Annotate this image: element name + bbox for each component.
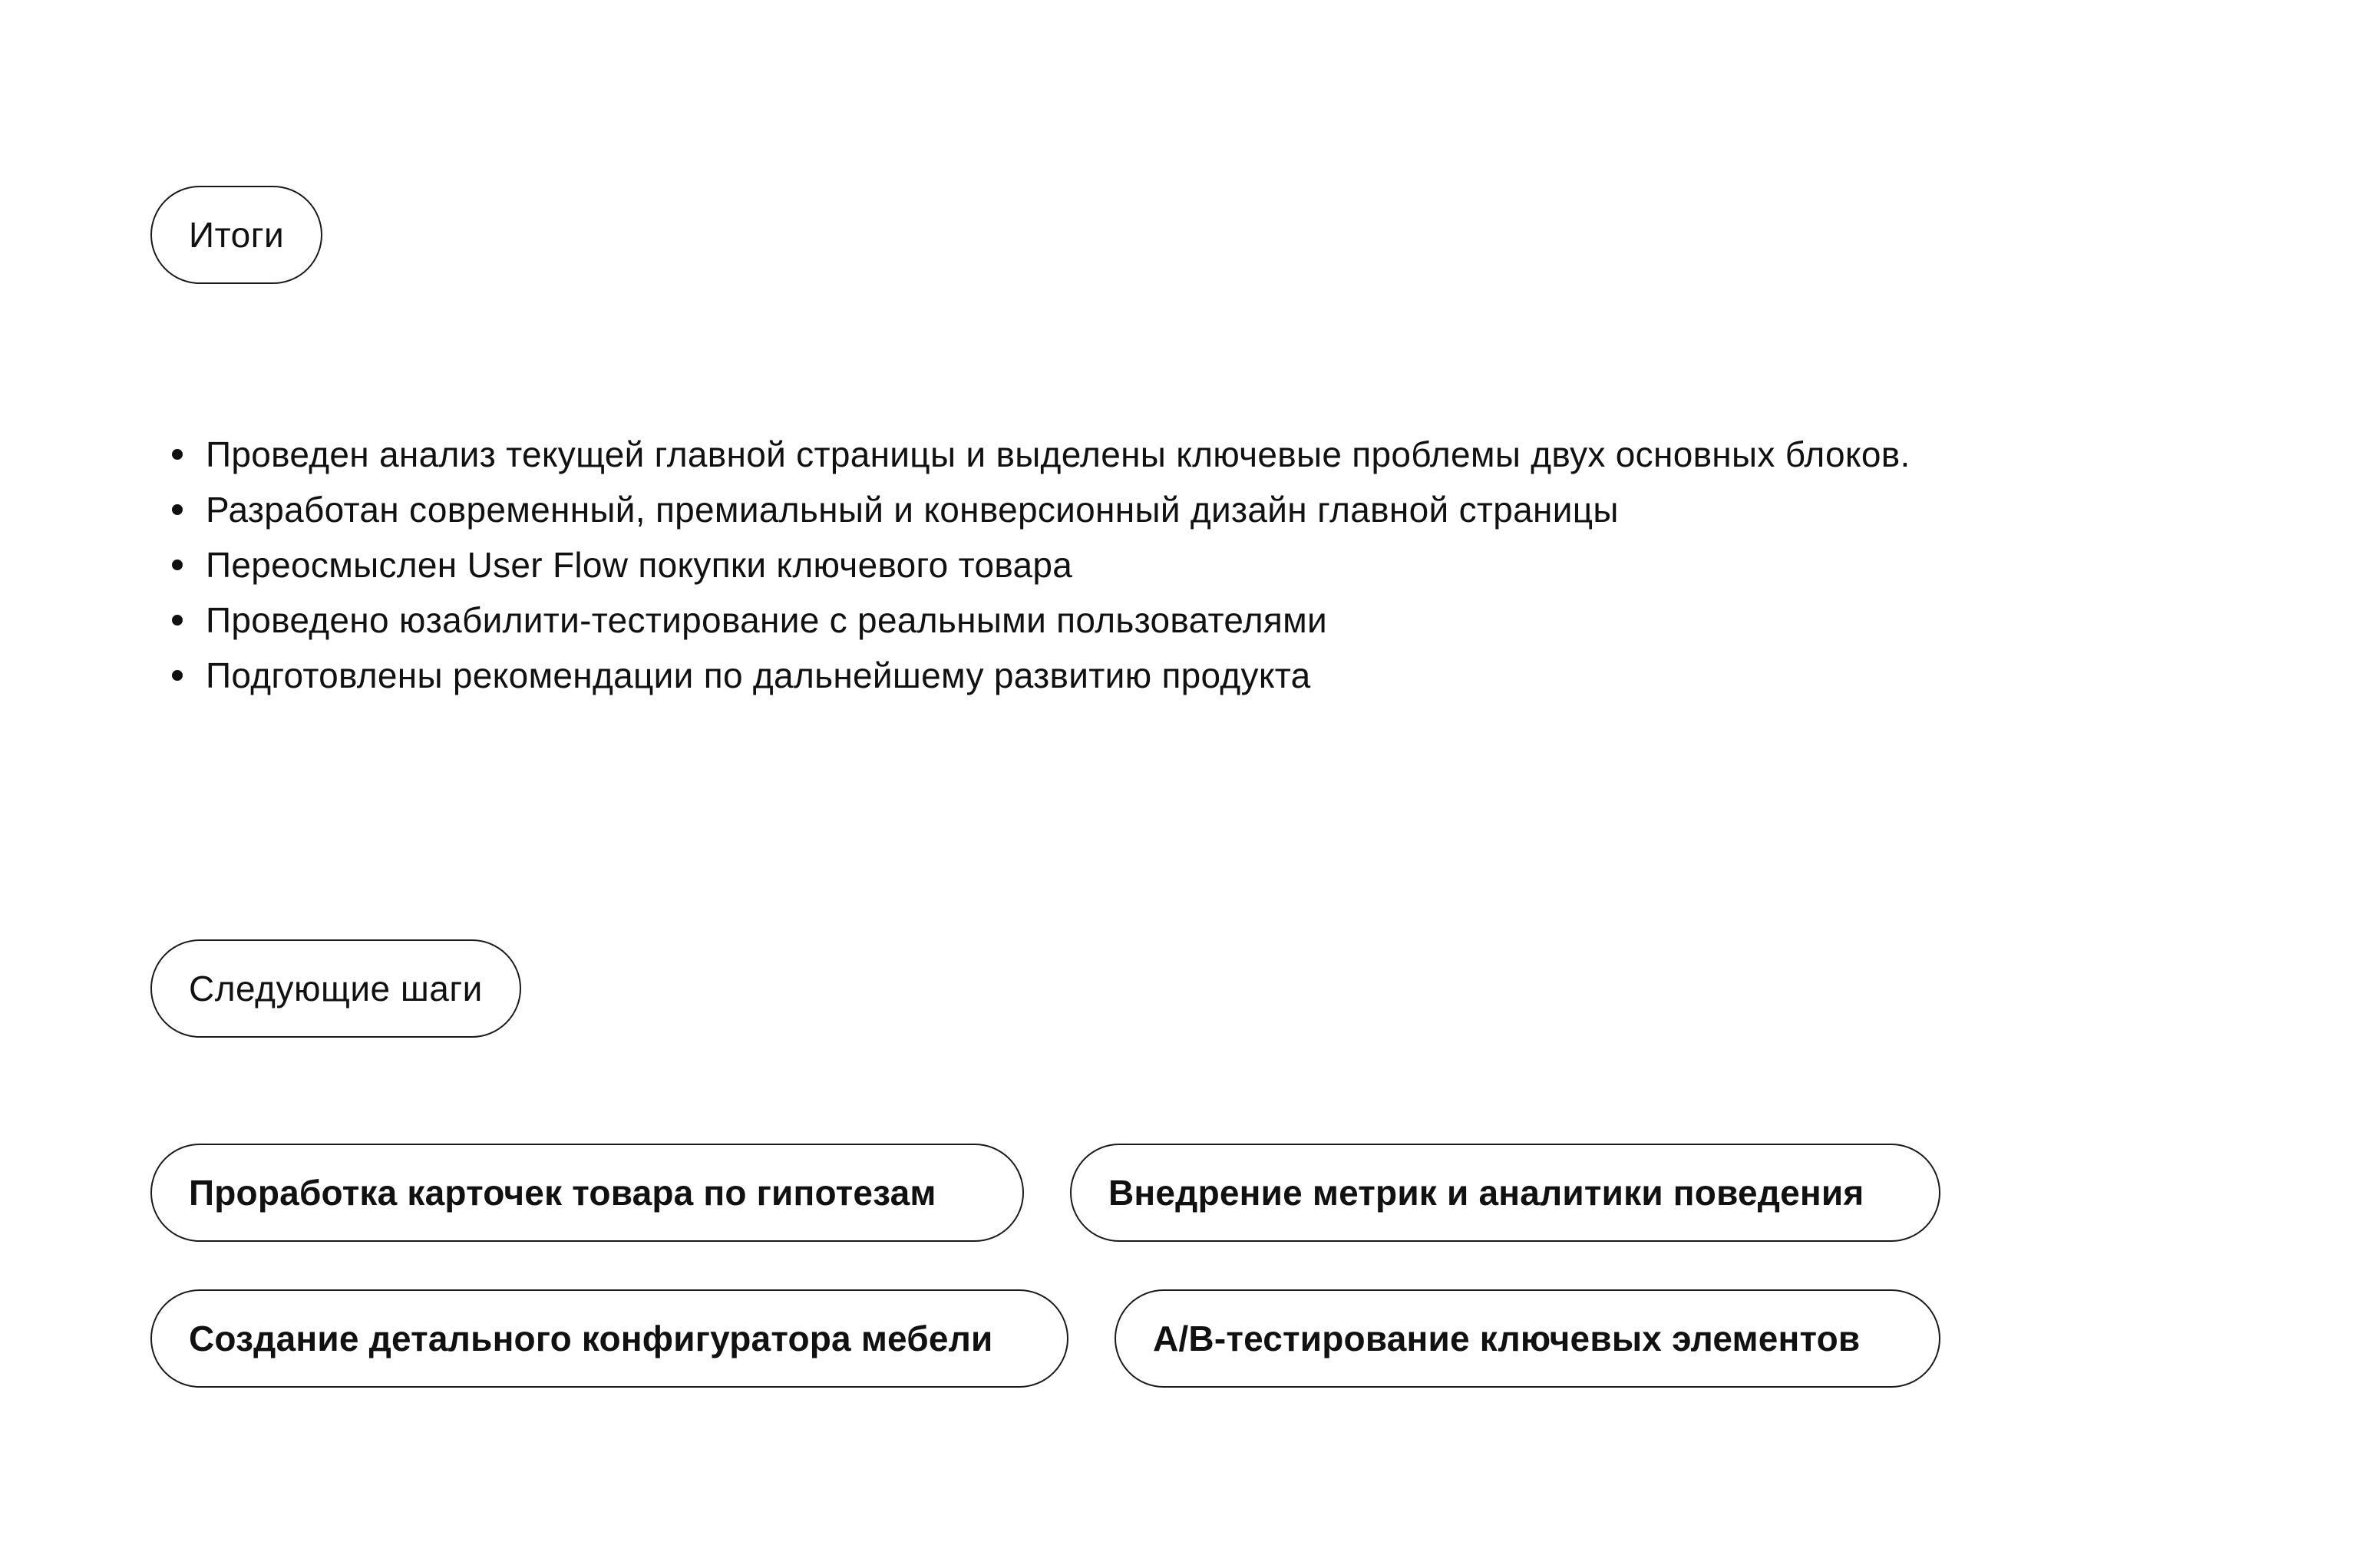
next-steps-section-tag-label: Следующие шаги (189, 969, 483, 1008)
next-step-pill-product-cards (150, 1144, 1024, 1242)
bullet-icon (172, 560, 183, 570)
results-list-item (206, 427, 2025, 482)
results-list-item-text: Разработан современный, премиальный и конверсионный дизайн главной страницы (206, 490, 1619, 530)
results-list-item (206, 648, 2048, 703)
results-list-item-text: Переосмыслен User Flow покупки ключевого товара (206, 545, 1073, 585)
results-list-item (206, 593, 2048, 648)
bullet-icon (172, 449, 183, 460)
results-section-tag (150, 186, 322, 284)
bullet-icon (172, 670, 183, 681)
next-step-pill-label: Внедрение метрик и аналитики поведения (1108, 1173, 1864, 1213)
next-step-pill-configurator (150, 1289, 1068, 1388)
next-step-pill-label: Проработка карточек товара по гипотезам (189, 1173, 936, 1213)
next-step-pill-metrics (1070, 1144, 1940, 1242)
results-list-item-text: Проведен анализ текущей главной страницы и выделены ключевые проблемы двух основных блоков. (206, 434, 1911, 474)
results-section-tag-label: Итоги (189, 215, 285, 255)
next-step-pill-label: Создание детального конфигуратора мебели (189, 1319, 993, 1358)
next-step-pill-label: A/B-тестирование ключевых элементов (1153, 1319, 1861, 1358)
results-list-item (206, 537, 2048, 593)
bullet-icon (172, 615, 183, 626)
bullet-icon (172, 504, 183, 515)
next-step-pill-ab-testing (1115, 1289, 1940, 1388)
results-list-item (206, 482, 2048, 537)
results-list-item-text: Проведено юзабилити-тестирование с реальными пользователями (206, 600, 1327, 640)
results-list (150, 427, 2048, 703)
results-list-item-text: Подготовлены рекомендации по дальнейшему развитию продукта (206, 655, 1311, 695)
next-steps-section-tag (150, 939, 521, 1038)
